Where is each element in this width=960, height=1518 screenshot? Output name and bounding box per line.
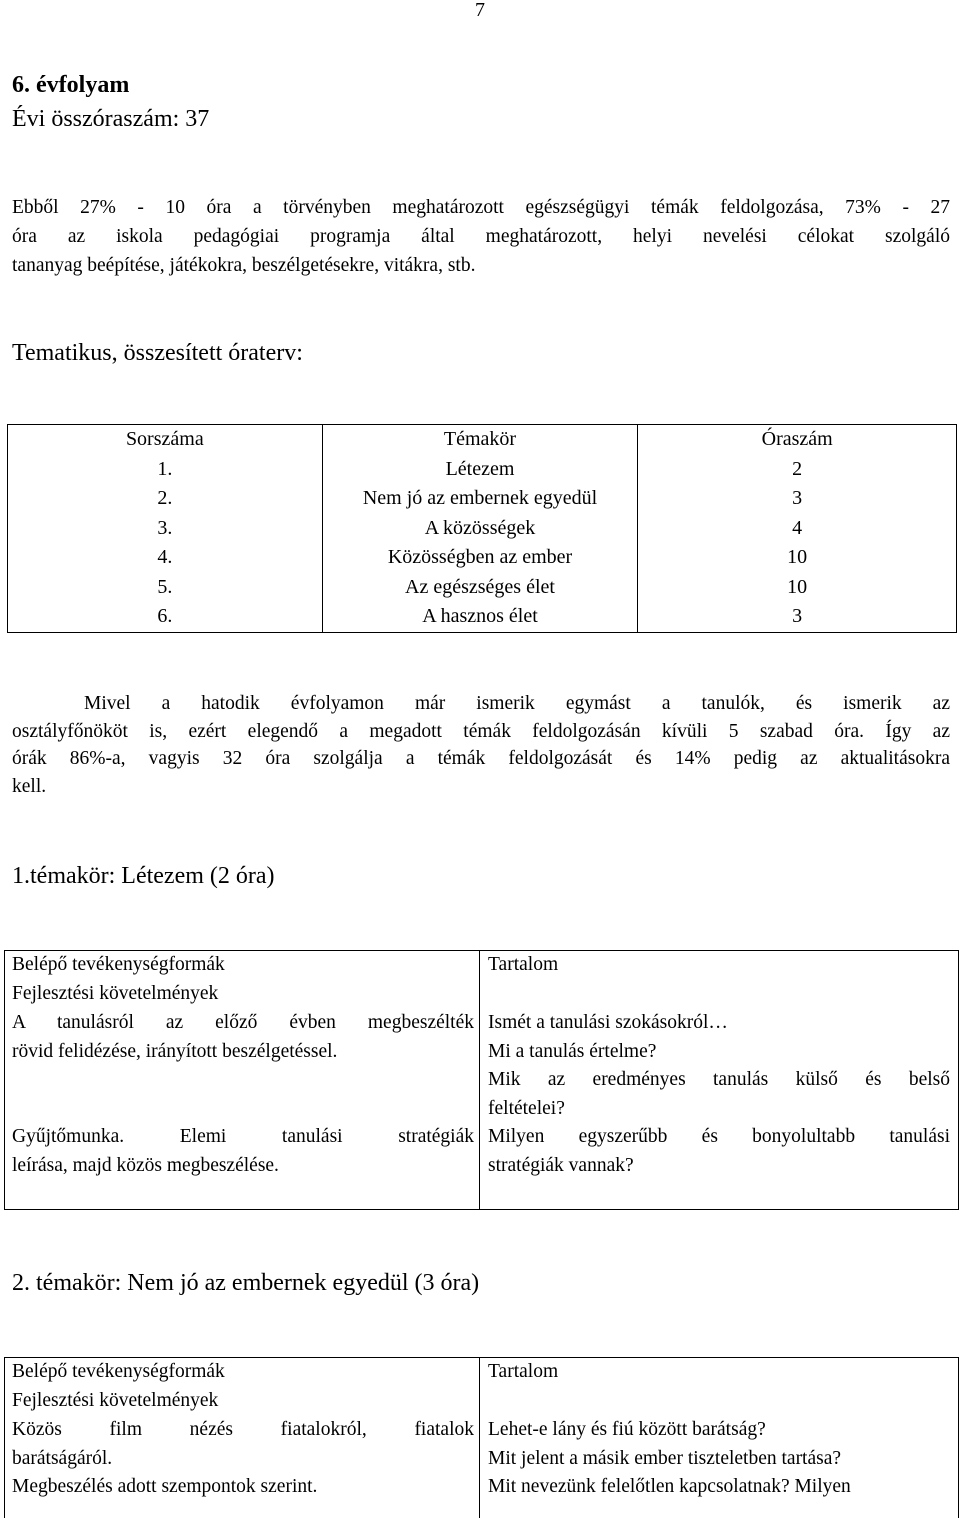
content-line: Ismét a tanulási szokásokról… xyxy=(488,1012,728,1033)
summary-table xyxy=(7,424,957,633)
theme1-table xyxy=(4,950,959,1210)
content-line: feltételei? xyxy=(488,1097,565,1119)
header-line: Belépő tevékenységformák xyxy=(12,1361,225,1382)
theme1-activity-2 xyxy=(12,1123,474,1180)
table-cell: 2. xyxy=(8,484,323,514)
column-header: Óraszám xyxy=(638,425,957,455)
theme1-heading: 1.témakör: Létezem (2 óra) xyxy=(12,863,275,889)
theme2-right-column xyxy=(480,1358,958,1518)
header-line: Fejlesztési követelmények xyxy=(12,982,219,1004)
paragraph-line: kell. xyxy=(12,775,47,797)
header-line: Fejlesztési követelmények xyxy=(12,1389,219,1411)
theme1-left-column xyxy=(5,951,480,1209)
content-line: Mit jelent a másik ember tiszteletben tartása? xyxy=(488,1447,842,1469)
table-cell: Nem jó az embernek egyedül xyxy=(322,484,638,514)
grade-title: 6. évfolyam xyxy=(12,72,130,98)
theme2-table xyxy=(4,1357,959,1518)
table-cell: 2 xyxy=(638,455,957,485)
theme2-heading: 2. témakör: Nem jó az embernek egyedül (3 óra) xyxy=(12,1270,480,1296)
table-cell: A hasznos élet xyxy=(322,602,638,632)
theme2-right-header: Tartalom xyxy=(488,1361,559,1382)
header-line: Belépő tevékenységformák xyxy=(12,954,225,975)
paragraph-line: osztályfőnököt is, ezért elegendő a megadott témák feldolgozásán kívüli 5 szabad óra. Így az xyxy=(12,720,950,742)
table-cell: 5. xyxy=(8,573,323,603)
column-header: Sorszáma xyxy=(8,425,323,455)
content-line: Mi a tanulás értelme? xyxy=(488,1040,657,1062)
paragraph-line: órák 86%-a, vagyis 32 óra szolgálja a témák feldolgozását és 14% pedig az aktualitásokra xyxy=(12,748,950,769)
table-row xyxy=(8,602,957,632)
text-line: barátságáról. xyxy=(12,1447,113,1469)
text-line: Gyűjtőmunka. Elemi tanulási stratégiák xyxy=(12,1126,474,1147)
theme1-right-column xyxy=(480,951,958,1209)
theme1-right-header: Tartalom xyxy=(488,954,559,975)
hours-explanation xyxy=(12,690,950,800)
table-row xyxy=(8,514,957,544)
table-cell: 1. xyxy=(8,455,323,485)
table-cell: A közösségek xyxy=(322,514,638,544)
content-line: Milyen egyszerűbb és bonyolultabb tanulási xyxy=(488,1126,950,1147)
theme1-activity-1 xyxy=(12,1009,474,1066)
content-line: Lehet-e lány és fiú között barátság? xyxy=(488,1419,766,1440)
annual-hours: Évi összóraszám: 37 xyxy=(12,106,210,132)
content-line: Mik az eredményes tanulás külső és belső xyxy=(488,1069,950,1090)
table-row xyxy=(8,573,957,603)
theme1-left-header xyxy=(12,951,474,1008)
text-line: Megbeszélés adott szempontok szerint. xyxy=(12,1476,318,1497)
text-line: A tanulásról az előző évben megbeszélték xyxy=(12,1012,474,1033)
table-cell: 3. xyxy=(8,514,323,544)
intro-line: Ebből 27% - 10 óra a törvényben meghatározott egészségügyi témák feldolgozása, 73% - 27 xyxy=(12,197,950,218)
theme2-content xyxy=(488,1416,950,1502)
theme2-left-column xyxy=(5,1358,480,1518)
intro-line: óra az iskola pedagógiai programja által meghatározott, helyi nevelési célokat szolgáló xyxy=(12,226,950,247)
table-cell: 10 xyxy=(638,573,957,603)
table-cell: 3 xyxy=(638,602,957,632)
text-line: leírása, majd közös megbeszélése. xyxy=(12,1154,279,1176)
intro-line: tananyag beépítése, játékokra, beszélgetésekre, vitákra, stb. xyxy=(12,255,476,276)
table-cell: 6. xyxy=(8,602,323,632)
text-line: rövid felidézése, irányított beszélgetéssel. xyxy=(12,1040,338,1062)
theme2-activity-1 xyxy=(12,1416,474,1502)
table-cell: 10 xyxy=(638,543,957,573)
plan-heading: Tematikus, összesített óraterv: xyxy=(12,340,303,366)
table-header-row xyxy=(8,425,957,455)
intro-paragraph xyxy=(12,193,950,280)
table-cell: Létezem xyxy=(322,455,638,485)
theme2-left-header xyxy=(12,1358,474,1415)
table-row xyxy=(8,455,957,485)
column-header: Témakör xyxy=(322,425,638,455)
table-row xyxy=(8,543,957,573)
theme1-content xyxy=(488,1009,950,1180)
table-cell: Az egészséges élet xyxy=(322,573,638,603)
page-number: 7 xyxy=(475,0,485,21)
table-cell: 3 xyxy=(638,484,957,514)
text-line: Közös film nézés fiatalokról, fiatalok xyxy=(12,1419,474,1440)
paragraph-line: Mivel a hatodik évfolyamon már ismerik egymást a tanulók, és ismerik az xyxy=(84,693,950,714)
content-line: Mit nevezünk felelőtlen kapcsolatnak? Milyen xyxy=(488,1476,851,1497)
content-line: stratégiák vannak? xyxy=(488,1154,634,1176)
table-cell: 4 xyxy=(638,514,957,544)
table-cell: 4. xyxy=(8,543,323,573)
table-row xyxy=(8,484,957,514)
table-cell: Közösségben az ember xyxy=(322,543,638,573)
